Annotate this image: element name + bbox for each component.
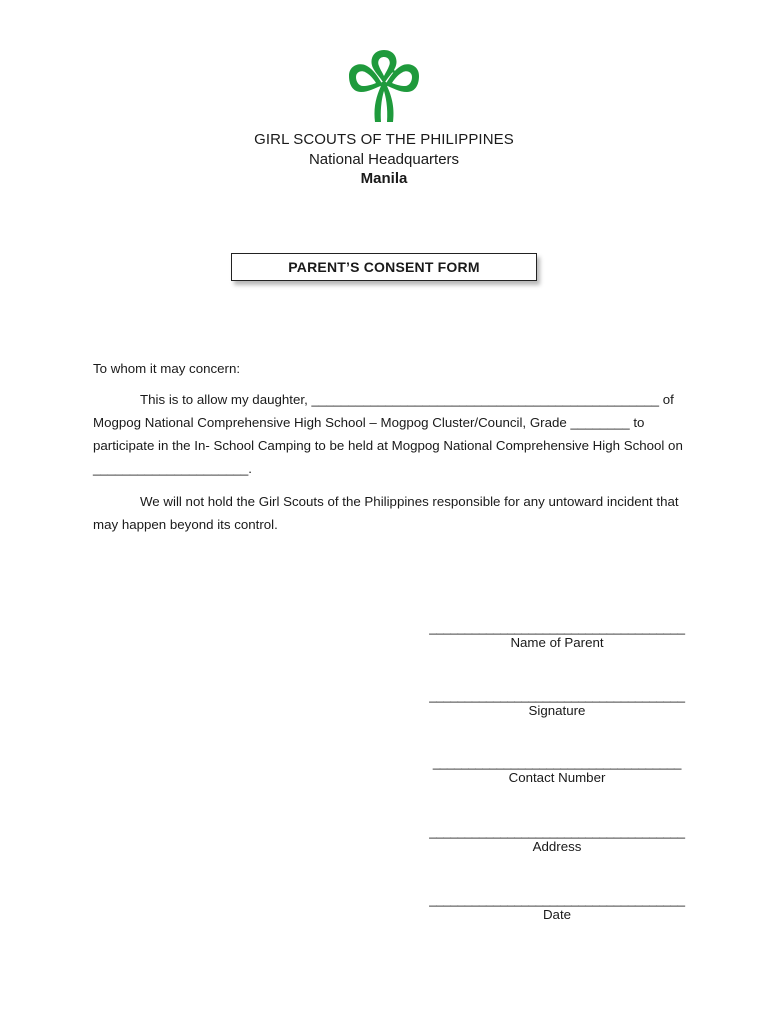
date-field [426, 892, 688, 923]
form-title-box [231, 253, 537, 281]
liability-paragraph [93, 490, 683, 536]
signature-line[interactable]: ____________________________________ [429, 824, 685, 839]
consent-paragraph-text: This is to allow my daughter, _______________________________________________ of Mogpog National Comprehensive High School – Mogpog Cluster/Council, Grade ________ to participate in the In- School Camping to be held at Mogpog National Comprehensive High School on _____________________. [93, 392, 683, 476]
consent-paragraph [93, 388, 683, 480]
form-title: PARENT’S CONSENT FORM [288, 259, 480, 275]
signature-line[interactable]: ___________________________________ [432, 755, 682, 770]
signature-field [426, 688, 688, 719]
parent-name-label: Name of Parent [510, 635, 604, 650]
signature-line[interactable]: ____________________________________ [429, 688, 685, 703]
parent-name-field [426, 620, 688, 651]
signature-line[interactable]: ____________________________________ [429, 892, 685, 907]
city-name: Manila [360, 170, 408, 187]
contact-number-field [426, 755, 688, 786]
date-label: Date [542, 907, 572, 922]
signature-line[interactable]: ____________________________________ [429, 620, 685, 635]
girl-scouts-trefoil-logo [347, 48, 421, 124]
salutation: To whom it may concern: [93, 361, 241, 376]
organization-name: GIRL SCOUTS OF THE PHILIPPINES [254, 131, 514, 148]
address-field [426, 824, 688, 855]
liability-paragraph-text: We will not hold the Girl Scouts of the Philippines responsible for any untoward incident that may happen beyond its control. [93, 494, 679, 532]
office-name: National Headquarters [308, 151, 460, 168]
contact-number-label: Contact Number [508, 770, 606, 785]
signature-label: Signature [528, 703, 586, 718]
address-label: Address [532, 839, 582, 854]
